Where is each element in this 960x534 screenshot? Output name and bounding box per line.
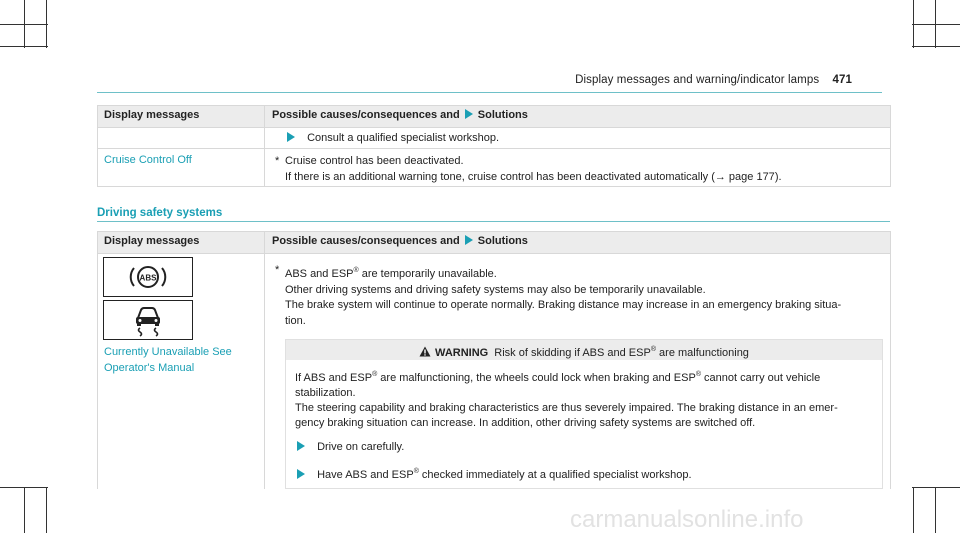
col-header-display-messages: Display messages [98, 232, 265, 254]
arrow-right-icon [287, 132, 295, 142]
abs-warning-icon [103, 257, 193, 297]
messages-table-safety: Display messages Possible causes/consequences and Solutions ABS Currently Unavailable See Operator's Manual * ABS and ESP® are temporarily unavailable. Other driving systems and driving safety systems may also be temporarily unavailable. The brake system will continue to operate normally. Braking distance may increase in an emergency braking situa- tion. WARNING Risk of skidding if ABS and ESP® are malfunctioning If ABS and ESP® are malfunctioning, the wheels could lock when braking and ESP® cannot carry out vehicle stabilization. The steering capability and braking characteristics are thus severely impaired. The braking distance in an emer- gency braking situation can increase. In addition, other driving safety systems are switched off. Drive on carefully. Have ABS and ESP® checked immediately at a qualified specialist workshop. [97, 231, 891, 489]
arrow-right-icon [297, 441, 305, 451]
running-header [575, 74, 852, 86]
col-header-causes: Possible causes/consequences and Solutions [265, 232, 891, 254]
solution-row: Consult a qualified specialist workshop. [265, 128, 891, 149]
svg-text:ABS: ABS [139, 273, 157, 283]
warning-box [285, 339, 883, 489]
warning-header: WARNING Risk of skidding if ABS and ESP® are malfunctioning [286, 340, 882, 360]
display-message: Cruise Control Off [98, 149, 265, 187]
warning-body: If ABS and ESP® are malfunctioning, the wheels could lock when braking and ESP® cannot carry out vehicle stabilization. The steering capability and braking characteristics are thus severely impaired. The braking distance in an emer- gency braking situation can increase. In addition, other driving safety systems are switched off. Drive on carefully. Have ABS and ESP® checked immediately at a qualified specialist workshop. [286, 360, 882, 488]
messages-table-cruise: Display messages Possible causes/consequences and Solutions Consult a qualified specialist workshop. Cruise Control Off * Cruise control has been deactivated. If there is an additional warning tone, cruise control has been deactivated automatically (→ page 177). [97, 105, 891, 187]
section-divider [97, 221, 890, 222]
arrow-right-icon [297, 469, 305, 479]
watermark: carmanualsonline.info [570, 506, 804, 533]
header-divider [97, 92, 882, 93]
page-number: 471 [832, 74, 852, 86]
running-header-title: Display messages and warning/indicator lamps [575, 74, 820, 86]
page-link[interactable]: page 177 [728, 170, 775, 183]
arrow-right-icon [465, 109, 473, 119]
display-message: Currently Unavailable See Operator's Manual [104, 346, 232, 374]
section-title: Driving safety systems [97, 207, 223, 219]
warning-triangle-icon [419, 346, 431, 357]
esp-skid-icon [103, 300, 193, 340]
page-ref-arrow: → [714, 170, 726, 183]
arrow-right-icon [465, 235, 473, 245]
col-header-causes: Possible causes/consequences and Solutions [265, 106, 891, 128]
col-header-display-messages: Display messages [98, 106, 265, 128]
solution-step: Have ABS and ESP® checked immediately at a qualified specialist workshop. [295, 464, 874, 483]
solution-step: Drive on carefully. [295, 440, 874, 455]
